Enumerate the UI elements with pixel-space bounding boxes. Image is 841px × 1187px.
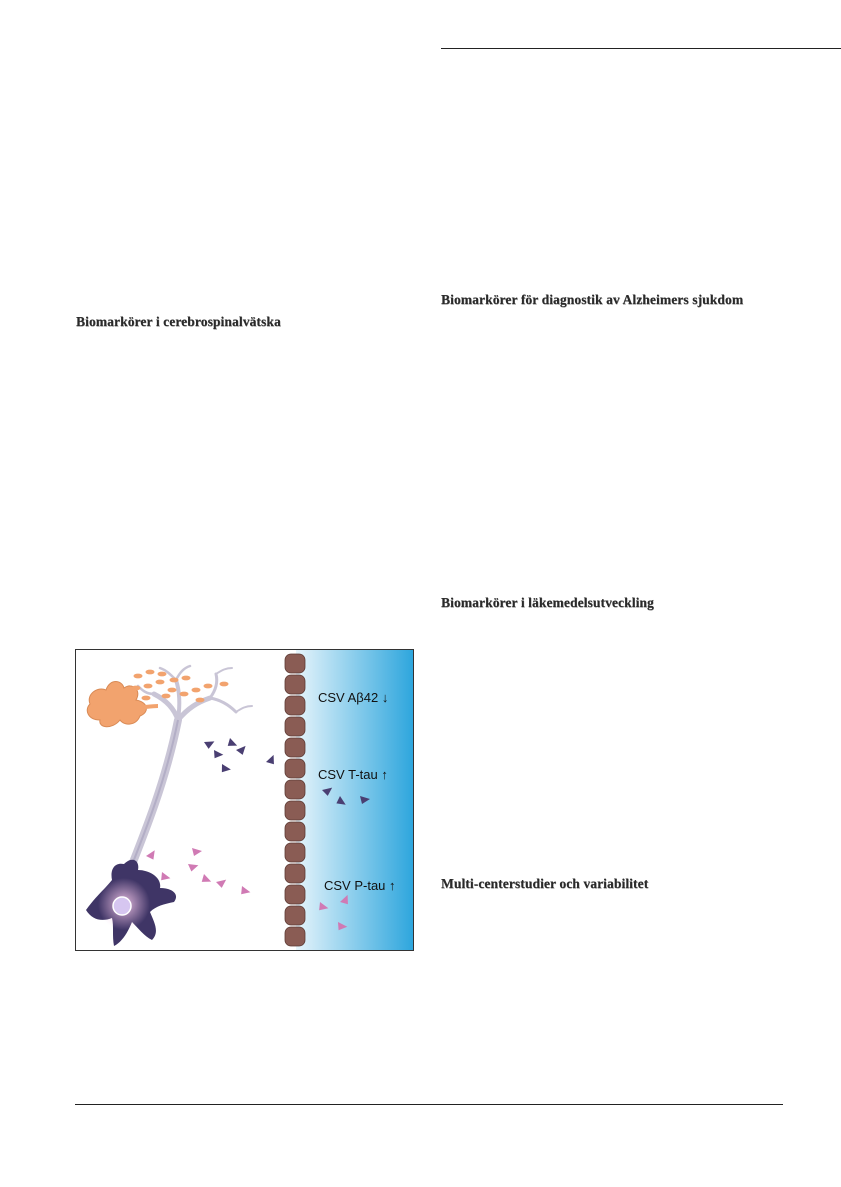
ptau-fragment bbox=[146, 848, 159, 861]
barrier-cell bbox=[285, 906, 305, 925]
heading-multicenter: Multi-centerstudier och variabilitet bbox=[441, 876, 649, 891]
glial-process bbox=[132, 706, 158, 708]
abeta-particle bbox=[162, 694, 171, 699]
ptau-fragment bbox=[192, 848, 202, 856]
abeta-particle bbox=[170, 678, 179, 683]
barrier-cell bbox=[285, 738, 305, 757]
abeta-particle bbox=[204, 684, 213, 689]
barrier-cell bbox=[285, 801, 305, 820]
label-ttau: CSV T-tau ↑ bbox=[318, 767, 388, 782]
ttau-fragment bbox=[204, 739, 216, 750]
abeta-particle bbox=[158, 672, 167, 677]
abeta-particle bbox=[146, 670, 155, 675]
ttau-fragment bbox=[220, 764, 232, 774]
heading-csf-biomarkers: Biomarkörer i cerebrospinalvätska bbox=[76, 314, 281, 329]
csf-biomarker-figure bbox=[75, 649, 414, 951]
abeta-particle bbox=[156, 680, 165, 685]
barrier-cell bbox=[285, 759, 305, 778]
neuron-dendrites bbox=[122, 666, 252, 890]
abeta-particle bbox=[182, 676, 191, 681]
abeta-particle bbox=[132, 686, 141, 691]
ptau-fragment bbox=[188, 862, 199, 872]
barrier-cell bbox=[285, 675, 305, 694]
barrier-cell bbox=[285, 822, 305, 841]
abeta-particle bbox=[220, 682, 229, 687]
barrier-cell bbox=[285, 780, 305, 799]
heading-drug-development: Biomarkörer i läkemedelsutveckling bbox=[441, 595, 654, 610]
abeta-particle bbox=[192, 688, 201, 693]
barrier-cell bbox=[285, 864, 305, 883]
barrier-cell bbox=[285, 696, 305, 715]
barrier-cell bbox=[285, 717, 305, 736]
barrier-cell bbox=[285, 927, 305, 946]
abeta-particle bbox=[142, 696, 151, 701]
abeta-particle bbox=[144, 684, 153, 689]
ptau-fragment bbox=[200, 874, 213, 886]
abeta-particle bbox=[196, 698, 205, 703]
barrier-cell bbox=[285, 654, 305, 673]
abeta-particle bbox=[168, 688, 177, 693]
heading-diagnostics: Biomarkörer för diagnostik av Alzheimers sjukdom bbox=[441, 292, 744, 307]
top-rule bbox=[441, 48, 841, 49]
barrier-cell bbox=[285, 885, 305, 904]
abeta-particle bbox=[134, 674, 143, 679]
ptau-fragment bbox=[159, 872, 171, 883]
ttau-fragment bbox=[226, 738, 239, 750]
neuron-csf-illustration bbox=[76, 650, 413, 950]
ptau-fragment bbox=[216, 877, 229, 889]
ttau-fragment bbox=[213, 750, 224, 760]
abeta-particle bbox=[180, 692, 189, 697]
label-abeta42: CSV Aβ42 ↓ bbox=[318, 690, 389, 705]
bottom-rule bbox=[75, 1104, 783, 1105]
label-ptau: CSV P-tau ↑ bbox=[324, 878, 396, 893]
ttau-fragment bbox=[266, 753, 278, 766]
ptau-fragment bbox=[239, 886, 251, 897]
ttau-fragment bbox=[236, 744, 249, 757]
barrier-cell bbox=[285, 843, 305, 862]
neuron-nucleus bbox=[113, 897, 131, 915]
